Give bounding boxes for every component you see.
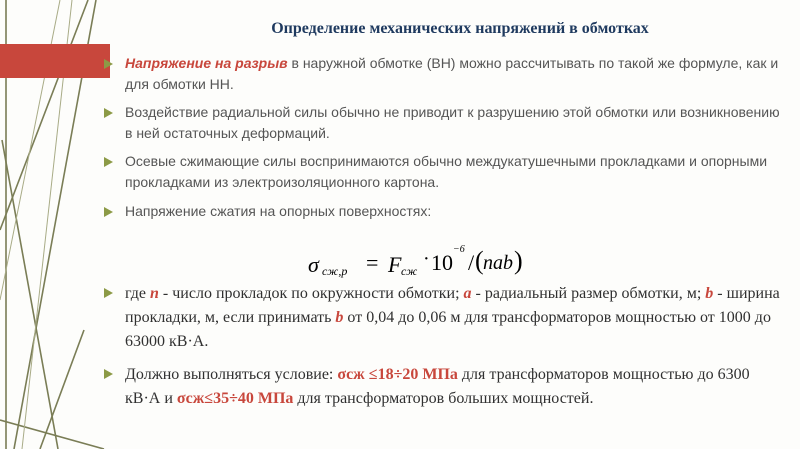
bullet-arrow-icon	[104, 59, 113, 69]
bullet-arrow-icon	[104, 369, 113, 379]
bullet-item	[104, 151, 784, 193]
formula-equals: =	[366, 250, 379, 275]
bullet-arrow-icon	[104, 157, 113, 167]
formula-ten: 10	[431, 250, 453, 275]
bullet-text: Осевые сжимающие силы воспринимаются обычно междукатушечными прокладками и опорными прокладками из электроизоляционного картона.	[125, 153, 768, 190]
bullet-arrow-icon	[104, 108, 113, 118]
highlight-term: Напряжение на разрыв	[125, 55, 288, 71]
bullet-text: Напряжение сжатия на опорных поверхностях:	[125, 203, 432, 219]
formula-rparen: )	[514, 246, 523, 275]
formula-force: F	[388, 252, 402, 277]
stress-formula	[308, 244, 523, 280]
bullet-text: в наружной обмотке (ВН) можно рассчитывать по такой же формуле, как и для обмотки НН.	[125, 55, 779, 92]
bullet-item	[104, 282, 784, 354]
var-n: n	[150, 285, 159, 302]
bullet-text: Должно выполняться условие:	[125, 366, 338, 383]
condition-value: σсж≤35÷40 МПа	[176, 390, 294, 407]
var-b: b	[705, 285, 714, 302]
bullet-text: от 0,04 до 0,06 м для трансформаторов мощностью от 1000 до 63000 кВ·А.	[125, 309, 771, 350]
bullet-item	[104, 102, 784, 144]
bullet-text: Воздействие радиальной силы обычно не приводит к разрушению этой обмотки или возникновению в ней остаточных деформаций.	[125, 104, 780, 141]
condition-value: σсж ≤18÷20 МПа	[337, 366, 458, 383]
formula-sigma: σ	[308, 252, 319, 277]
formula-sigma-subscript: сж,р	[322, 264, 348, 278]
bullet-text: - число прокладок по окружности обмотки;	[158, 285, 464, 302]
bullet-list	[104, 52, 784, 411]
bullet-item	[104, 53, 784, 95]
formula-force-subscript: сж	[401, 264, 418, 278]
bullet-text: где	[125, 285, 151, 302]
formula-exponent: −6	[453, 244, 465, 255]
formula-nab: nab	[483, 252, 513, 274]
decor-line	[2, 140, 58, 449]
accent-bar	[0, 44, 110, 78]
var-a: a	[463, 285, 472, 302]
bullet-text: для трансформаторов больших мощностей.	[293, 390, 594, 407]
bullet-item	[104, 201, 784, 222]
formula-lparen: (	[475, 246, 484, 275]
bullet-item	[104, 363, 784, 411]
bullet-text: для трансформаторов мощностью до 6300 кВ·А и	[125, 366, 750, 407]
var-b: b	[335, 309, 344, 326]
formula-slash: /	[468, 250, 475, 275]
bullet-arrow-icon	[104, 207, 113, 217]
bullet-arrow-icon	[104, 288, 113, 298]
bullet-text: - ширина прокладки, м, если принимать	[125, 285, 780, 326]
bullet-text: - радиальный размер обмотки, м;	[471, 285, 706, 302]
formula-dot: ·	[423, 248, 430, 270]
slide-title: Определение механических напряжений в обмотках	[271, 20, 649, 37]
